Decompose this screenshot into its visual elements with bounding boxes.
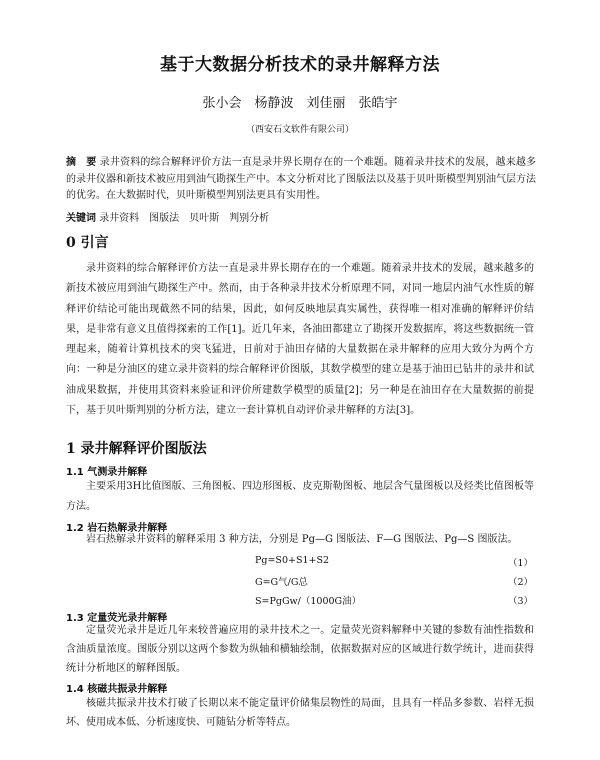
section-1-1-paragraph: 主要采用3H比值图版、三角图板、四边形图板、皮克斯勒图板、地层含气量图板以及烃类比值图板等方法。: [66, 481, 534, 513]
section-heading-1-1: 1.1 气测录井解释: [66, 467, 148, 478]
section-1-2-paragraph: 岩石热解录井资料的解释采用 3 种方法，分别是 Pg—G 图版法、F—G 图版法、Pg—S 图版法。: [86, 534, 518, 545]
keywords-label: 关键词: [66, 213, 96, 224]
section-heading-1-4: 1.4 核磁共振录井解释: [66, 684, 168, 695]
keywords: [66, 209, 536, 224]
equation-number: （2）: [508, 577, 534, 588]
section-heading-intro: 0 引言: [66, 235, 109, 251]
authors: 张小会 杨静波 刘佳丽 张皓宇: [202, 96, 398, 111]
section-heading-1-2: 1.2 岩石热解录井解释: [66, 523, 168, 534]
equation-number: （1）: [508, 558, 534, 569]
equation-formula: S=PgGw/（1000G油）: [255, 596, 362, 607]
keywords-text: 录井资料 图版法 贝叶斯 判别分析: [99, 213, 270, 224]
section-heading-1-3: 1.3 定量荧光录井解释: [66, 613, 168, 624]
section-1-3-paragraph: 定量荧光录井是近几年来较普遍应用的录井技术之一。定量荧光资料解释中关键的参数有油性指数和含油质量浓度。图版分别以这两个参数为纵轴和横轴绘制，依据数据对应的区域进行数学统计，进而获得统计分析地区的解释图版。: [66, 625, 534, 674]
affiliation: （西安石文软件有限公司）: [245, 125, 354, 135]
equation-formula: G=G气/G总: [255, 577, 308, 588]
intro-paragraph: 录井资料的综合解释评价方法一直是录井界长期存在的一个难题。随着录井技术的发展，越来越多的新技术被应用到油气勘探生产中。然而，由于各种录井技术分析原理不同，对同一地层内油气水性质的解释评价结论可能出现截然不同的结果，因此，如何反映地层真实属性，获得唯一相对准确的解释评价结果，是非常有意义且值得探索的工作[1]。近几年来，各油田都建立了勘探开发数据库，将这些数据统一管理起来，随着计算机技术的突飞猛进，日前对于油田存储的大量数据在录井解释的应用大致分为两个方向：一种是分油区的建立录井资料的综合解释评价图版，其数学模型的建立是基于油田已钻井的录井和试油成果数据，并使用其资料来验证和评价所建数学模型的质量[2]；另一种是在油田存在大量数据的前提下，基于贝叶斯判别的分析方法，建立一套计算机自动评价录井解释的方法[3]。: [66, 263, 534, 417]
abstract-text: 录井资料的综合解释评价方法一直是录井界长期存在的一个难题。随着录井技术的发展，越来越多的录井仪器和新技术被应用到油气勘探生产中。本文分析对比了图版法以及基于贝叶斯模型判别油气层方法的优劣。在大数据时代，贝叶斯模型判别法更具有实用性。: [66, 157, 537, 201]
abstract: [66, 155, 536, 205]
section-heading-1: 1 录井解释评价图版法: [66, 441, 207, 457]
paper-title: 基于大数据分析技术的录井解释方法: [160, 55, 440, 75]
abstract-label: 摘 要: [66, 157, 97, 168]
equation-number: （3）: [508, 596, 534, 607]
section-1-4-paragraph: 核磁共振录井技术打破了长期以来不能定量评价储集层物性的局面，且具有一样品多参数、岩样无损坏、使用成本低、分析速度快、可随钻分析等特点。: [66, 698, 534, 728]
equation-formula: Pg=S0+S1+S2: [255, 555, 330, 566]
